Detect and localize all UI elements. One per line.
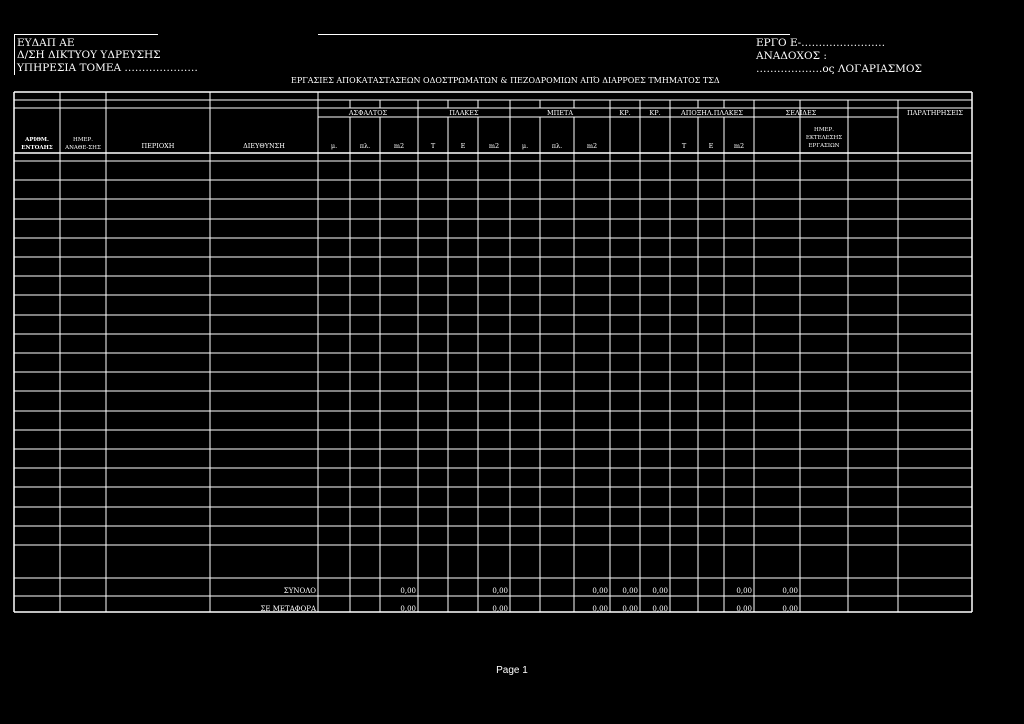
group-label-kr2: ΚΡ.	[649, 109, 661, 117]
totals-value-kr2: 0,00	[652, 605, 668, 613]
group-label-kr1: ΚΡ.	[619, 109, 631, 117]
page-title: ΕΡΓΑΣΙΕΣ ΑΠΟΚΑΤΑΣΤΑΣΕΩΝ ΟΔΟΣΤΡΩΜΑΤΩΝ & ΠΕΖΟΔΡΟΜΙΩΝ ΑΠΌ ΔΙΑΡΡΟΕΣ ΤΜΗΜΑΤΟΣ ΤΣΔ	[291, 76, 720, 85]
column-header-perioxi: ΠΕΡΙΟΧΗ	[141, 142, 175, 150]
group-label-selides: ΣΕΛΙΔΕΣ	[785, 109, 817, 117]
totals-value-kr2: 0,00	[652, 587, 668, 595]
column-header-mp_m: μ.	[521, 142, 529, 150]
column-header-arithm: ΑΡΙΘΜ.	[25, 137, 49, 143]
column-header-imer_anath: ΗΜΕΡ.	[73, 137, 93, 143]
totals-value-sel: 0,00	[782, 605, 798, 613]
project-code: ΕΡΓΟ Ε-……………………	[756, 37, 886, 49]
column-header-asf_m2: m2	[393, 142, 405, 150]
group-label-mpeta: ΜΠΕΤΑ	[546, 109, 574, 117]
division-name: Δ/ΣΗ ΔΙΚΤΥΟΥ ΥΔΡΕΥΣΗΣ	[17, 49, 161, 61]
column-header-mp_m2: m2	[586, 142, 598, 150]
column-header-ap_t: Τ	[681, 142, 687, 150]
column-header-dieythynsi: ΔΙΕΥΘΥΝΣΗ	[243, 142, 285, 150]
group-label-apoxil: ΑΠΟΞΗΛ.ΠΛΑΚΕΣ	[681, 109, 743, 117]
column-header-imer_ekt: ΕΚΤΕΛΕΣΗΣ	[805, 135, 843, 141]
column-header-pl_t: Τ	[430, 142, 436, 150]
service-name: ΥΠΗΡΕΣΙΑ ΤΟΜΕΑ …………………	[17, 62, 198, 74]
totals-value-ap_m2: 0,00	[736, 587, 752, 595]
group-label-asfaltos: ΑΣΦΑΛΤΟΣ	[348, 109, 388, 117]
group-label-plakes: ΠΛΑΚΕΣ	[449, 109, 479, 117]
totals-value-mp_m2: 0,00	[592, 605, 608, 613]
column-header-arithm: ΕΝΤΟΛΗΣ	[21, 145, 53, 151]
totals-value-pl_m2: 0,00	[492, 605, 508, 613]
totals-value-sel: 0,00	[782, 587, 798, 595]
contractor-label: ΑΝΑΔΟΧΟΣ :	[756, 50, 827, 62]
column-header-asf_m: μ.	[330, 142, 338, 150]
totals-value-kr1: 0,00	[622, 605, 638, 613]
totals-label-carry: ΣΕ ΜΕΤΑΦΟΡΑ	[260, 605, 316, 613]
totals-value-pl_m2: 0,00	[492, 587, 508, 595]
totals-value-asf_m2: 0,00	[400, 587, 416, 595]
column-header-imer_anath: ΑΝΑΘΕ-ΣΗΣ	[65, 145, 101, 151]
column-header-mp_pl: πλ.	[551, 142, 563, 150]
group-label-parat: ΠΑΡΑΤΗΡΗΣΕΙΣ	[907, 109, 963, 117]
column-header-imer_ekt: ΗΜΕΡ.	[814, 127, 834, 133]
totals-label-sum: ΣΥΝΟΛΟ	[283, 587, 316, 595]
column-header-pl_e: Ε	[460, 142, 466, 150]
org-name: ΕΥΔΑΠ ΑΕ	[17, 37, 75, 49]
column-header-asf_pl: πλ.	[359, 142, 371, 150]
totals-value-ap_m2: 0,00	[736, 605, 752, 613]
page-number: Page 1	[496, 665, 528, 676]
column-header-ap_m2: m2	[733, 142, 745, 150]
column-header-pl_m2: m2	[488, 142, 500, 150]
account-label: ……………….ος ΛΟΓΑΡΙΑΣΜΟΣ	[756, 63, 922, 75]
totals-value-kr1: 0,00	[622, 587, 638, 595]
column-header-ap_e: Ε	[708, 142, 714, 150]
totals-value-mp_m2: 0,00	[592, 587, 608, 595]
totals-value-asf_m2: 0,00	[400, 605, 416, 613]
column-header-imer_ekt: ΕΡΓΑΣΙΩΝ	[808, 143, 840, 149]
